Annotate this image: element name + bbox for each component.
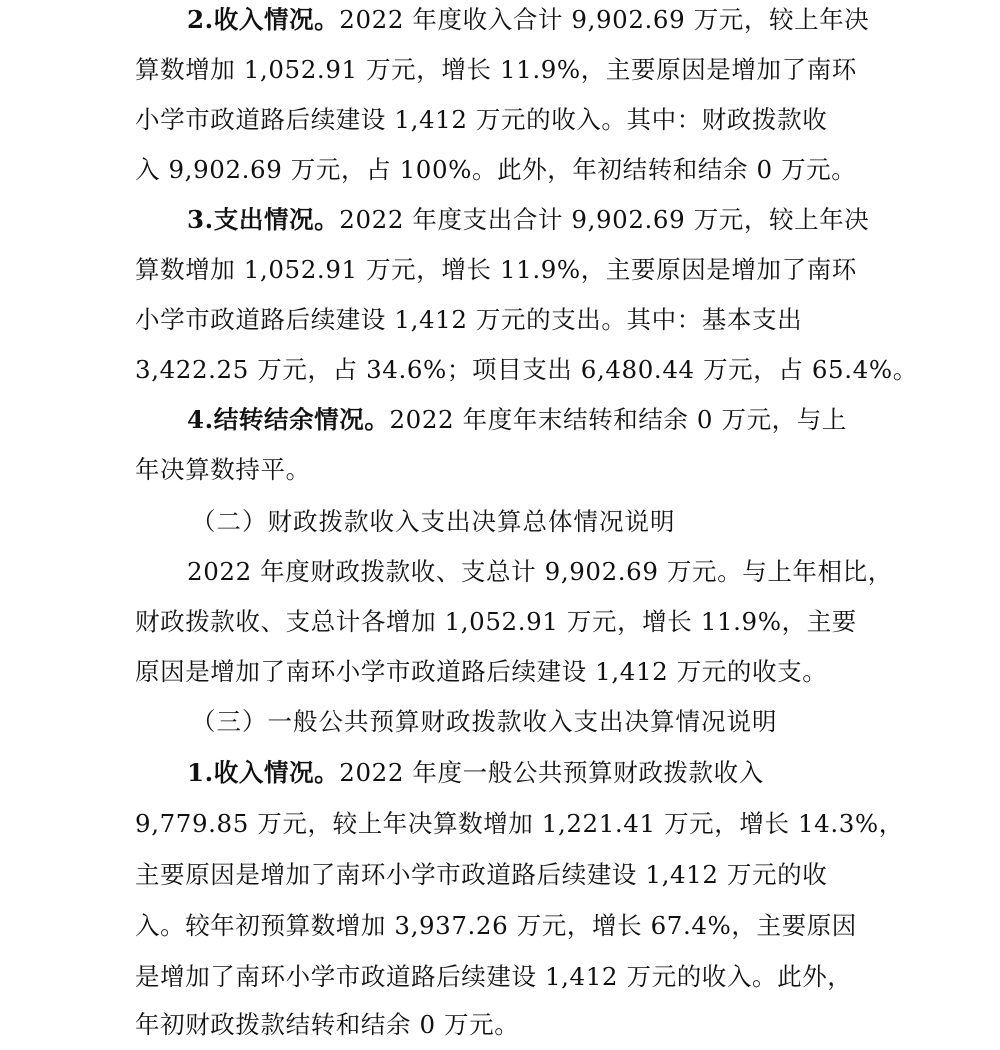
expenditure-paragraph-line-2: 算数增加 1,052.91 万元，增长 11.9%，主要原因是增加了南环 bbox=[135, 255, 857, 284]
expenditure-paragraph-line-4: 3,422.25 万元，占 34.6%；项目支出 6,480.44 万元，占 65.4%。 bbox=[135, 355, 918, 384]
income-paragraph-line-2: 算数增加 1,052.91 万元，增长 11.9%，主要原因是增加了南环 bbox=[135, 55, 857, 84]
income-paragraph-line-1: 2.收入情况。2022 年度收入合计 9,902.69 万元，较上年决 bbox=[187, 5, 870, 34]
expenditure-paragraph-line-1: 3.支出情况。2022 年度支出合计 9,902.69 万元，较上年决 bbox=[187, 205, 870, 234]
section-three-line-1: 1.收入情况。2022 年度一般公共预算财政拨款收入 bbox=[187, 758, 764, 787]
section-three-line-6: 年初财政拨款结转和结余 0 万元。 bbox=[135, 1010, 520, 1039]
section-three-heading: 1.收入情况。 bbox=[187, 758, 340, 787]
section-three-line-3: 主要原因是增加了南环小学市政道路后续建设 1,412 万元的收 bbox=[135, 860, 828, 889]
expenditure-heading: 3.支出情况。 bbox=[187, 205, 340, 234]
carryover-paragraph-line-2: 年决算数持平。 bbox=[135, 455, 311, 484]
section-two-line-3: 原因是增加了南环小学市政道路后续建设 1,412 万元的收支。 bbox=[135, 657, 828, 686]
carryover-paragraph-line-1: 4.结转结余情况。2022 年度年末结转和结余 0 万元，与上 bbox=[187, 405, 847, 434]
section-two-title: （二）财政拨款收入支出决算总体情况说明 bbox=[191, 507, 676, 536]
section-three-title: （三）一般公共预算财政拨款收入支出决算情况说明 bbox=[191, 707, 778, 736]
section-two-line-2: 财政拨款收、支总计各增加 1,052.91 万元，增长 11.9%，主要 bbox=[135, 607, 857, 636]
section-three-line-5: 是增加了南环小学市政道路后续建设 1,412 万元的收入。此外， bbox=[135, 962, 853, 991]
income-paragraph-line-4: 入 9,902.69 万元，占 100%。此外，年初结转和结余 0 万元。 bbox=[135, 155, 857, 184]
carryover-heading: 4.结转结余情况。 bbox=[187, 405, 390, 434]
section-three-line-2: 9,779.85 万元，较上年决算数增加 1,221.41 万元，增长 14.3%， bbox=[135, 809, 904, 838]
expenditure-paragraph-line-3: 小学市政道路后续建设 1,412 万元的支出。其中：基本支出 bbox=[135, 305, 803, 334]
income-paragraph-line-3: 小学市政道路后续建设 1,412 万元的收入。其中：财政拨款收 bbox=[135, 105, 828, 134]
income-heading: 2.收入情况。 bbox=[187, 5, 340, 34]
section-two-line-1: 2022 年度财政拨款收、支总计 9,902.69 万元。与上年相比， bbox=[187, 557, 893, 586]
section-three-line-4: 入。较年初预算数增加 3,937.26 万元，增长 67.4%，主要原因 bbox=[135, 911, 857, 940]
